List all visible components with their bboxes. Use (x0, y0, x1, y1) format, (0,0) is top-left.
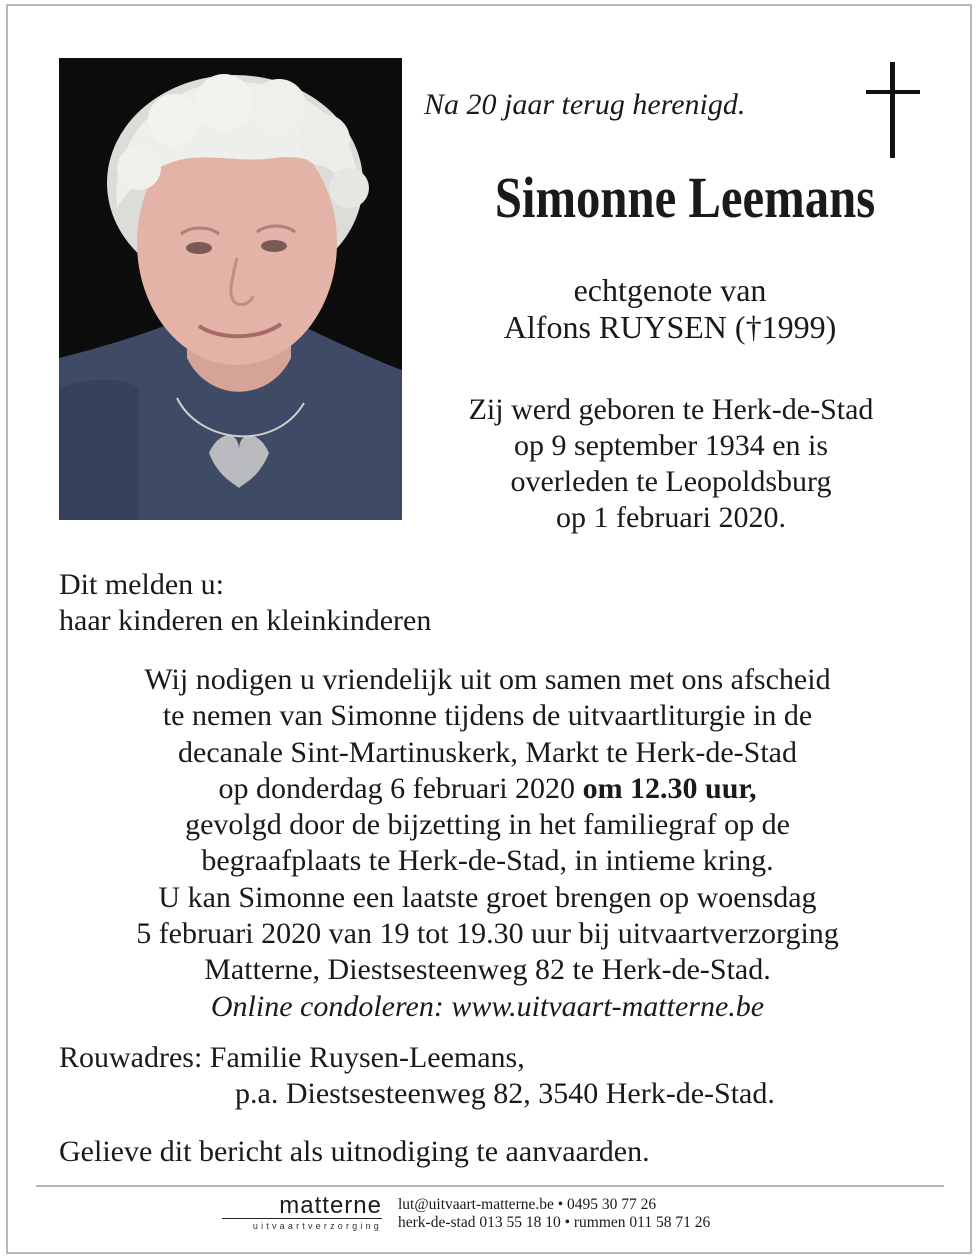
intro-text: Na 20 jaar terug herenigd. (424, 88, 746, 121)
announce-line: haar kinderen en kleinkinderen (59, 604, 432, 637)
ceremony-line: begraafplaats te Herk-de-Stad, in intieme kring. (201, 844, 774, 878)
ceremony-line: Matterne, Diestsesteenweg 82 te Herk-de-Stad. (204, 953, 771, 987)
ceremony-block (40, 662, 935, 1025)
spouse-name: Alfons RUYSEN (†1999) (503, 309, 837, 345)
life-line: Zij werd geboren te Herk-de-Stad (468, 393, 874, 426)
life-line: overleden te Leopoldsburg (510, 465, 832, 498)
life-line: op 1 februari 2020. (556, 501, 786, 534)
footer-contact (398, 1196, 710, 1232)
ceremony-line (40, 771, 935, 807)
spouse-line: echtgenote van (573, 272, 767, 308)
deceased-name: Simonne Leemans (494, 165, 876, 230)
spouse-block (440, 272, 900, 346)
contact-line: lut@uitvaart-matterne.be • 0495 30 77 26 (398, 1196, 657, 1213)
ceremony-date: op donderdag 6 februari 2020 (218, 771, 576, 805)
online-condolence-link[interactable]: Online condoleren: www.uitvaart-matterne.be (210, 989, 765, 1023)
funeral-home-logo (222, 1192, 382, 1233)
ceremony-line: U kan Simonne een laatste groet brengen op woensdag (158, 880, 817, 914)
logo-subtitle: uitvaartverzorging (252, 1221, 382, 1231)
life-line: op 9 september 1934 en is (513, 429, 829, 462)
portrait-photo (59, 58, 402, 520)
ceremony-line: gevolgd door de bijzetting in het familiegraf op de (185, 808, 790, 842)
contact-line: herk-de-stad 013 55 18 10 • rummen 011 58 71 26 (398, 1214, 711, 1231)
mourning-address (59, 1040, 775, 1112)
ceremony-line: te nemen van Simonne tijdens de uitvaartliturgie in de (162, 699, 813, 733)
closing-text: Gelieve dit bericht als uitnodiging te aanvaarden. (59, 1135, 650, 1168)
life-block (420, 392, 922, 536)
announce-line: Dit melden u: (59, 568, 224, 601)
ceremony-line: Wij nodigen u vriendelijk uit om samen met ons afscheid (144, 663, 831, 696)
address-line: Rouwadres: Familie Ruysen-Leemans, (59, 1041, 525, 1074)
ceremony-line: 5 februari 2020 van 19 tot 19.30 uur bij uitvaartverzorging (136, 917, 839, 951)
portrait-illustration (59, 58, 402, 520)
announce-block (59, 567, 431, 639)
ceremony-time: om 12.30 uur, (582, 771, 757, 805)
cross-icon (864, 62, 922, 158)
ceremony-line: decanale Sint-Martinuskerk, Markt te Herk-de-Stad (178, 735, 797, 769)
address-line: p.a. Diestsesteenweg 82, 3540 Herk-de-Stad. (235, 1077, 775, 1110)
footer-divider (36, 1185, 944, 1187)
logo-word: matterne (279, 1192, 382, 1219)
